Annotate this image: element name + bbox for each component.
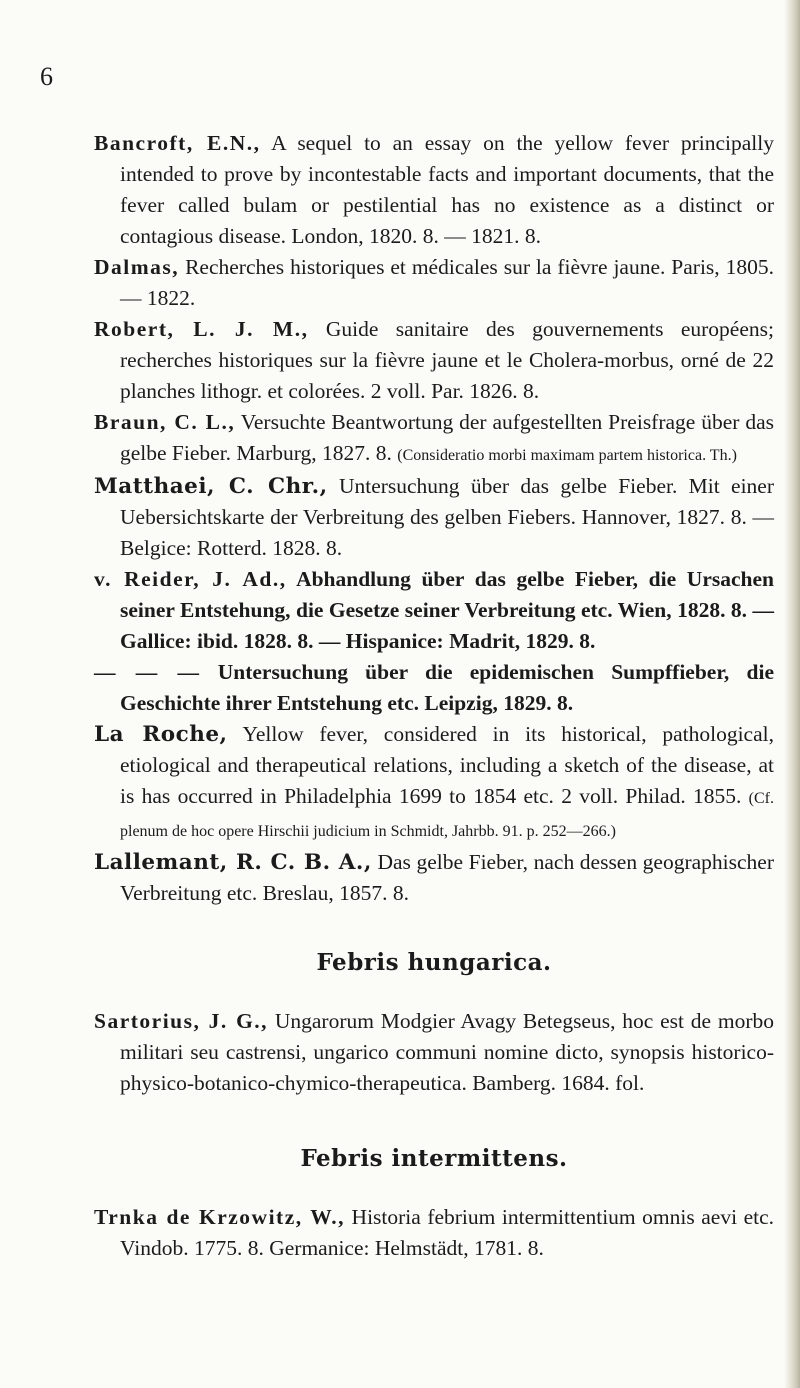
entry-text: Yellow fever, considered in its historical, pathological, etiological and therapeutical relations, including a sketch of the disease, at is has occurred in Philadelphia 1699 to 1854 etc. 2 voll. Philad. 1855. <box>120 722 774 808</box>
entry-note: (Consideratio morbi maximam partem historica. Th.) <box>397 447 737 464</box>
entry-author: Lallemant, R. C. B. A., <box>94 850 372 875</box>
entry-text: Das gelbe Fieber, nach dessen geographischer Verbreitung etc. Breslau, 1857. 8. <box>120 850 774 905</box>
entry-text: Abhandlung über das gelbe Fieber, die Ursachen seiner Entstehung, die Gesetze seiner Verbreitung etc. Wien, 1828. 8. — Gallice: ibid. 1828. 8. — Hispanice: Madrit, 1829. 8. <box>120 567 774 653</box>
entry-author: v. Reider, J. Ad., <box>94 567 287 591</box>
entry-text: Untersuchung über die epidemischen Sumpffieber, die Geschichte ihrer Entstehung etc. Leipzig, 1829. 8. <box>120 660 774 715</box>
entry-author: Robert, L. J. M., <box>94 317 309 341</box>
section-heading-febris-intermittens: Febris intermittens. <box>300 1145 568 1172</box>
entry-author: — — — <box>94 660 201 684</box>
bibliography-entry <box>94 657 774 719</box>
bibliography-entry <box>94 564 774 657</box>
entry-text: Untersuchung über das gelbe Fieber. Mit einer Uebersichtskarte der Verbreitung des gelben Fiebers. Hannover, 1827. 8. — Belgice: Rotterd. 1828. 8. <box>120 474 774 560</box>
entry-author: Braun, C. L., <box>94 410 236 434</box>
bibliography-entry <box>94 314 774 407</box>
bibliography-entry <box>94 128 774 252</box>
bibliography-entry <box>94 407 774 471</box>
entry-author: Bancroft, E.N., <box>94 131 261 155</box>
page-edge-shadow <box>784 0 800 1388</box>
entry-note: (Cf. plenum de hoc opere Hirschii judicium in Schmidt, Jahrbb. 91. p. 252—266.) <box>120 790 774 840</box>
bibliography-list <box>94 128 774 1264</box>
bibliography-entry <box>94 847 774 909</box>
entry-text: A sequel to an essay on the yellow fever principally intended to prove by incontestable facts and important documents, that the fever called bulam or pestilential has no existence as a distinct or contagious disease. London, 1820. 8. — 1821. 8. <box>120 131 774 248</box>
entry-author: Matthaei, C. Chr., <box>94 474 328 499</box>
page-number: 6 <box>40 62 54 91</box>
entry-text: Guide sanitaire des gouvernements européens; recherches historiques sur la fièvre jaune et le Cholera-morbus, orné de 22 planches lithogr. et colorées. 2 voll. Par. 1826. 8. <box>120 317 774 403</box>
bibliography-entry <box>94 252 774 314</box>
entry-text: Versuchte Beantwortung der aufgestellten Preisfrage über das gelbe Fieber. Marburg, 1827. 8. <box>120 410 774 465</box>
entry-author: Dalmas, <box>94 255 180 279</box>
entry-author: Sartorius, J. G., <box>94 1009 269 1033</box>
bibliography-entry <box>94 1202 774 1264</box>
section-heading-febris-hungarica: Febris hungarica. <box>316 949 552 976</box>
entry-author: La Roche, <box>94 722 228 747</box>
entry-author: Trnka de Krzowitz, W., <box>94 1205 346 1229</box>
entry-text: Recherches historiques et médicales sur la fièvre jaune. Paris, 1805. — 1822. <box>120 255 774 310</box>
bibliography-entry <box>94 1006 774 1099</box>
bibliography-entry <box>94 719 774 847</box>
bibliography-entry <box>94 471 774 564</box>
entry-text: Historia febrium intermittentium omnis aevi etc. Vindob. 1775. 8. Germanice: Helmstädt, 1781. 8. <box>120 1205 775 1260</box>
entry-text: Ungarorum Modgier Avagy Betegseus, hoc est de morbo militari seu castrensi, ungarico communi nomine dicto, synopsis historico-physico-botanico-chymico-therapeutica. Bamberg. 1684. fol. <box>120 1009 774 1095</box>
